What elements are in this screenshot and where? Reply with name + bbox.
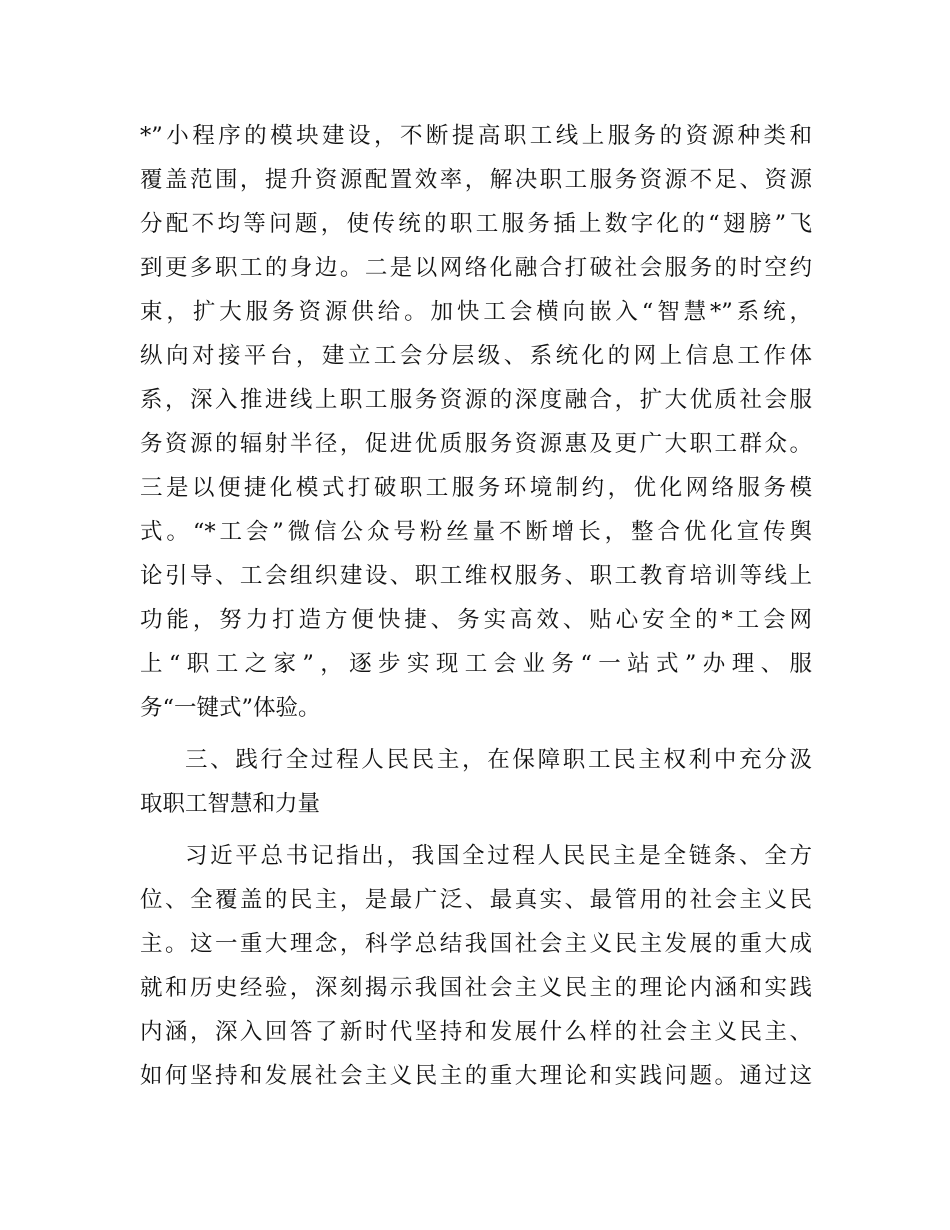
text-line: 系，深入推进线上职工服务资源的深度融合，扩大优质社会服 xyxy=(140,387,812,413)
text-line: 务“一键式”体验。 xyxy=(140,695,321,721)
heading-line: 取职工智慧和力量 xyxy=(140,791,321,817)
text-line: 纵向对接平台，建立工会分层级、系统化的网上信息工作体 xyxy=(140,343,812,369)
text-line: 上“职工之家”，逐步实现工会业务“一站式”办理、服 xyxy=(140,651,812,677)
paragraph-spacer xyxy=(140,826,812,834)
text-line: 到更多职工的身边。二是以网络化融合打破社会服务的时空约 xyxy=(140,255,812,281)
text-line: 覆盖范围，提升资源配置效率，解决职工服务资源不足、资源 xyxy=(140,167,812,193)
text-line: 论引导、工会组织建设、职工维权服务、职工教育培训等线上 xyxy=(140,563,812,589)
text-line: 束，扩大服务资源供给。加快工会横向嵌入“智慧*”系统， xyxy=(140,299,812,325)
text-line: 习近平总书记指出，我国全过程人民民主是全链条、全方 xyxy=(185,843,812,869)
text-line: 式。“*工会”微信公众号粉丝量不断增长，整合优化宣传舆 xyxy=(140,519,812,545)
text-line: 分配不均等问题，使传统的职工服务插上数字化的“翅膀”飞 xyxy=(140,211,812,237)
text-line: 功能，努力打造方便快捷、务实高效、贴心安全的*工会网 xyxy=(140,607,812,633)
text-line: 就和历史经验，深刻揭示我国社会主义民主的理论内涵和实践 xyxy=(140,975,812,1001)
paragraph-digital-services xyxy=(140,114,812,730)
text-line: 务资源的辐射半径，促进优质服务资源惠及更广大职工群众。 xyxy=(140,431,812,457)
text-line: 位、全覆盖的民主，是最广泛、最真实、最管用的社会主义民 xyxy=(140,887,812,913)
paragraph-spacer xyxy=(140,730,812,738)
heading-line: 三、践行全过程人民民主，在保障职工民主权利中充分汲 xyxy=(185,747,812,773)
section-heading-3 xyxy=(140,738,812,826)
text-line: 如何坚持和发展社会主义民主的重大理论和实践问题。通过这 xyxy=(140,1063,812,1089)
text-line: *”小程序的模块建设，不断提高职工线上服务的资源种类和 xyxy=(140,123,812,149)
paragraph-whole-process-democracy xyxy=(140,834,812,1098)
document-body xyxy=(140,114,812,1098)
text-line: 三是以便捷化模式打破职工服务环境制约，优化网络服务模 xyxy=(140,475,812,501)
text-line: 主。这一重大理念，科学总结我国社会主义民主发展的重大成 xyxy=(140,931,812,957)
text-line: 内涵，深入回答了新时代坚持和发展什么样的社会主义民主、 xyxy=(140,1019,812,1045)
